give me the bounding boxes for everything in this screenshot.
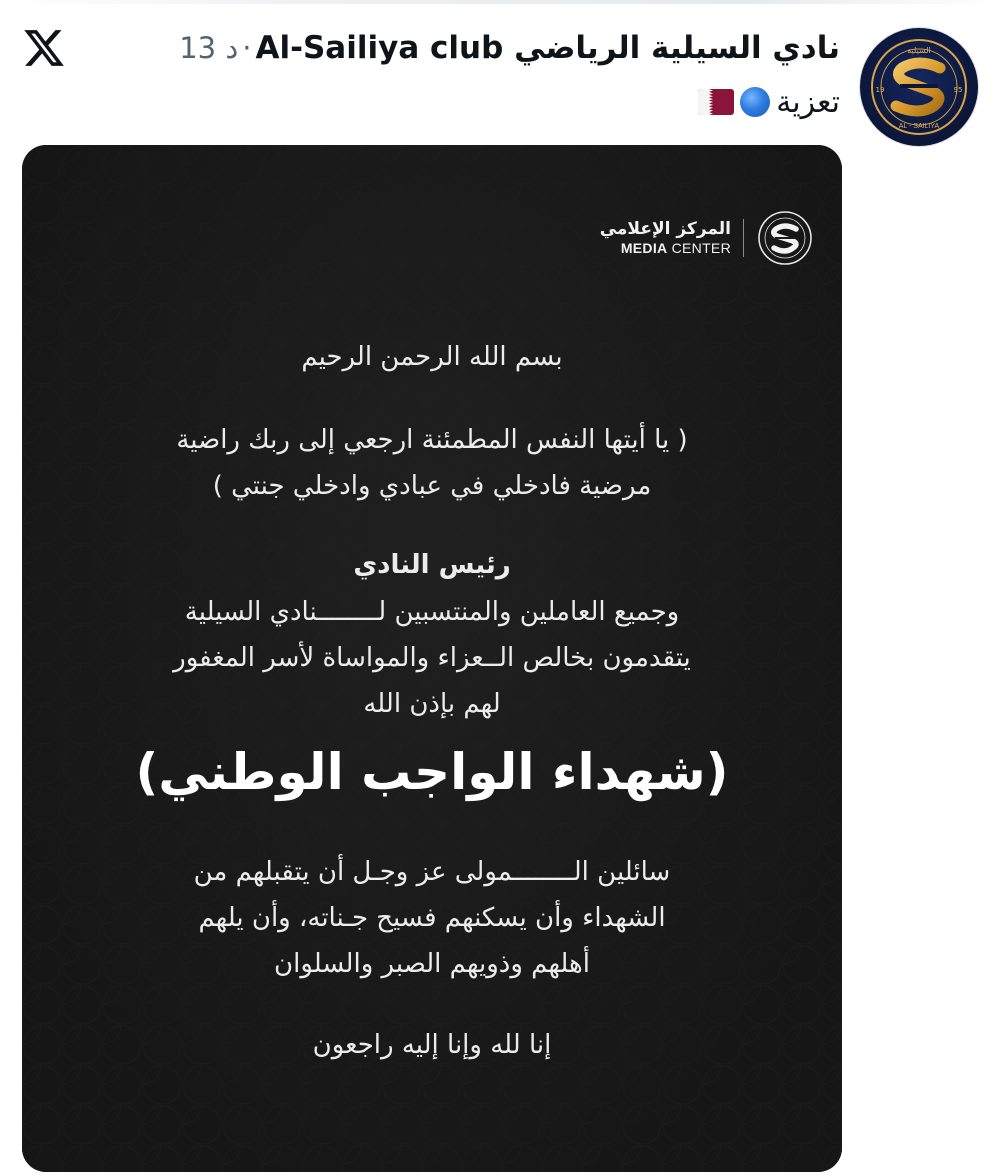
- avatar[interactable]: [860, 28, 978, 146]
- media-center-english: MEDIA CENTER: [620, 240, 731, 256]
- condolence-text: وجميع العاملين والمنتسبين لــــــــنادي السيلية يتقدمون بخالص الــعزاء والمواساة لأسر المغفور لهم بإذن الله: [173, 597, 691, 719]
- tweet-header: [179, 28, 840, 68]
- tweet-body-text: تعزية: [776, 84, 840, 120]
- avatar-bottom-label: AL - SAILIYA: [898, 123, 940, 130]
- basmala-text: بسم الله الرحمن الرحيم: [301, 342, 563, 372]
- president-text: رئيس النادي: [353, 550, 511, 580]
- media-center-arabic: المركز الإعلامي: [599, 219, 731, 239]
- prayer-text: سائلين الــــــــمولى عز وجـل أن يتقبلهم من الشهداء وأن يسكنهم فسيح جـناته، وأن يلهم أهلهم وذويهم الصبر والسلوان: [193, 857, 671, 979]
- x-logo-icon[interactable]: [22, 26, 66, 70]
- qatar-flag-icon: [698, 89, 734, 115]
- martyrs-heading: (شهداء الواجب الوطني): [135, 743, 729, 801]
- top-divider: [0, 0, 1000, 4]
- tweet-text: [698, 82, 840, 122]
- separator: ·: [242, 31, 252, 65]
- club-emblem-icon: [756, 209, 814, 267]
- final-text: إنا لله وإنا إليه راجعون: [312, 1030, 552, 1060]
- timestamp[interactable]: 13 د: [179, 31, 239, 65]
- avatar-year-left: 19: [875, 86, 885, 94]
- avatar-top-label: السيلية: [907, 46, 931, 55]
- display-name[interactable]: نادي السيلية الرياضي Al-Sailiya club: [255, 30, 840, 66]
- media-center-logo: [600, 209, 814, 267]
- verse-text: ( يا أيتها النفس المطمئنة ارجعي إلى ربك راضية مرضية فادخلي في عبادي وادخلي جنتي ): [176, 425, 688, 501]
- tweet-media-image[interactable]: [22, 145, 842, 1172]
- avatar-year-right: 95: [953, 86, 963, 94]
- blue-circle-icon: [740, 87, 770, 117]
